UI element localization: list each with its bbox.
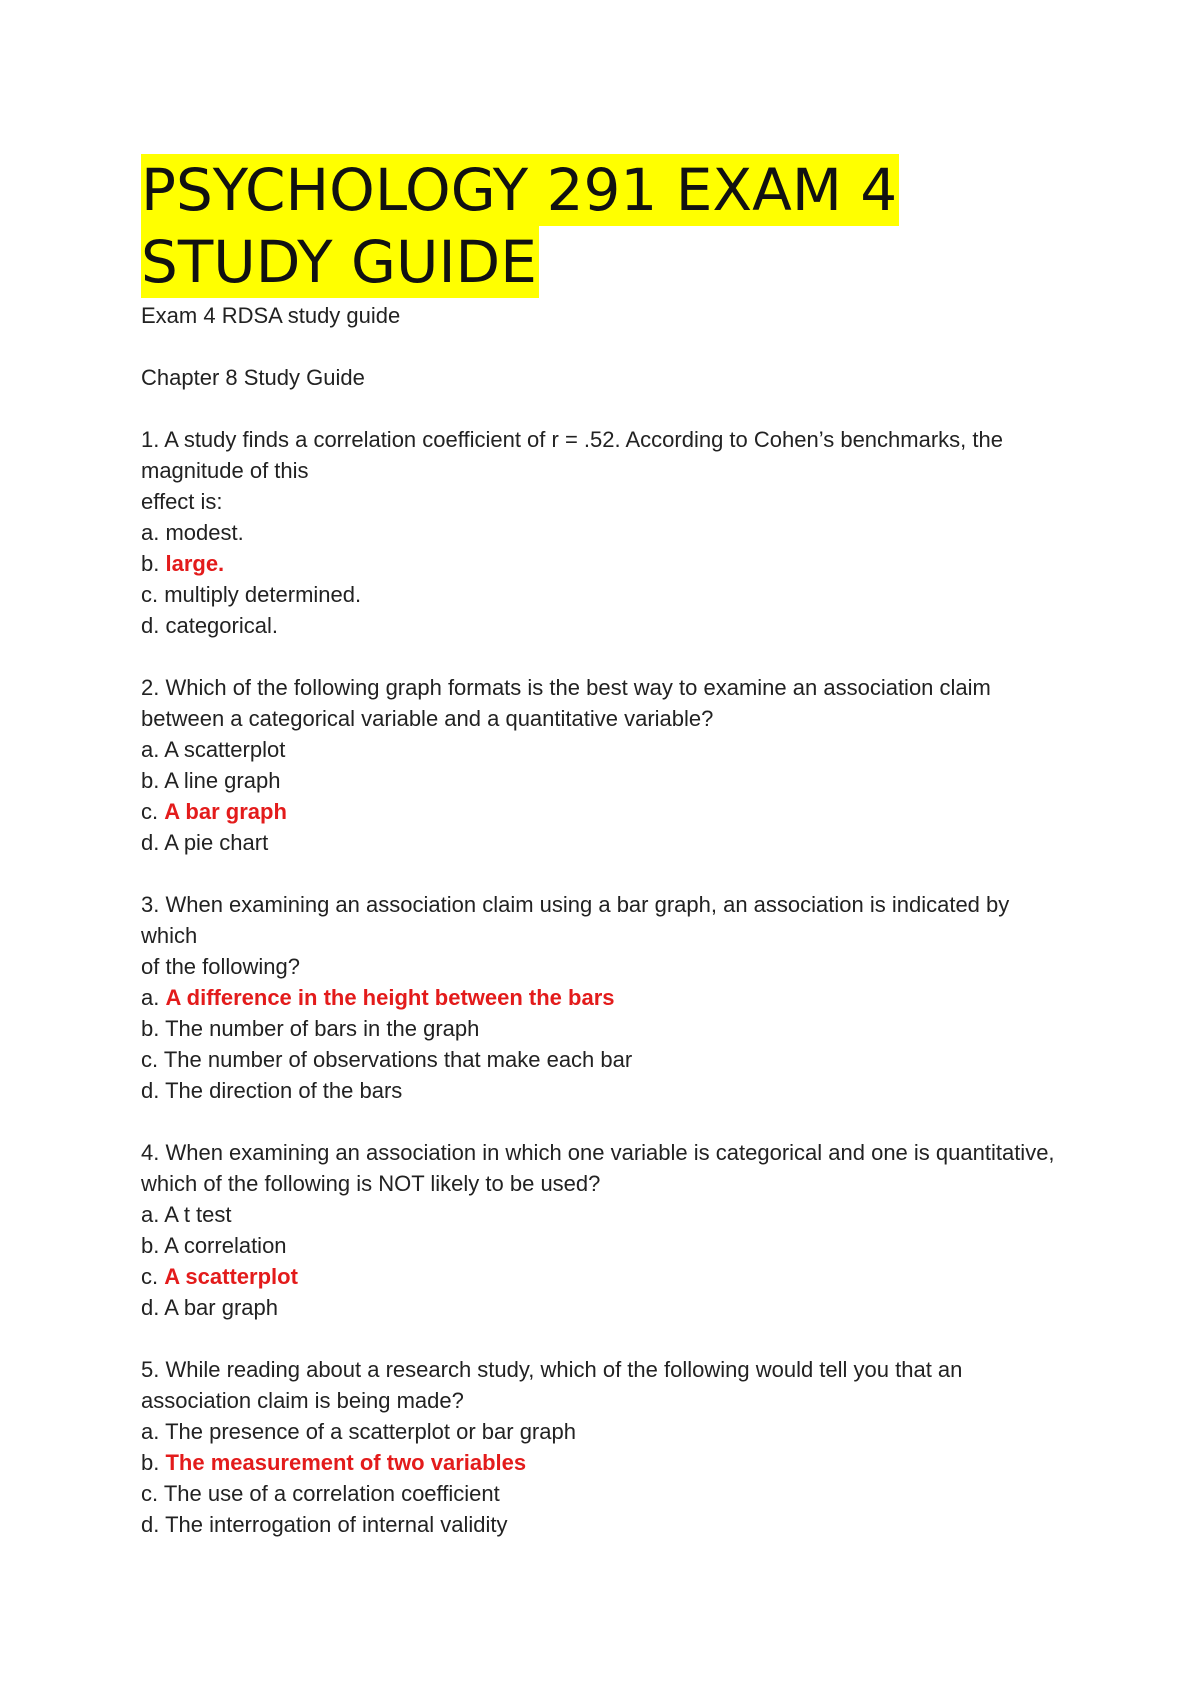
option-text: The interrogation of internal validity bbox=[165, 1512, 508, 1537]
title-line-2: STUDY GUIDE bbox=[141, 228, 537, 296]
option-prefix: a. bbox=[141, 985, 166, 1010]
option-prefix: d. bbox=[141, 1512, 166, 1537]
answer-option bbox=[141, 827, 1061, 858]
correct-answer-text: A bar graph bbox=[164, 799, 287, 824]
answer-option bbox=[141, 765, 1061, 796]
option-prefix: d. bbox=[141, 1295, 165, 1320]
document-subtitle: Exam 4 RDSA study guide bbox=[141, 303, 401, 328]
option-prefix: c. bbox=[141, 1481, 164, 1506]
question-5 bbox=[141, 1354, 1061, 1540]
answer-option bbox=[141, 1044, 1061, 1075]
answer-option-correct bbox=[141, 982, 1061, 1013]
option-text: The direction of the bars bbox=[165, 1078, 403, 1103]
question-text-line: 3. When examining an association claim using a bar graph, an association is indicated by which bbox=[141, 892, 1010, 948]
option-text: The use of a correlation coefficient bbox=[163, 1481, 500, 1506]
section-title: Chapter 8 Study Guide bbox=[141, 365, 365, 390]
answer-option bbox=[141, 1478, 1061, 1509]
option-prefix: b. bbox=[141, 1450, 166, 1475]
question-4 bbox=[141, 1137, 1061, 1323]
answer-option bbox=[141, 1416, 1061, 1447]
document-title bbox=[141, 154, 1061, 298]
answer-option-correct bbox=[141, 1261, 1061, 1292]
answer-option-correct bbox=[141, 1447, 1061, 1478]
correct-answer-text: The measurement of two variables bbox=[165, 1450, 527, 1475]
question-text-line: association claim is being made? bbox=[141, 1388, 464, 1413]
option-text: The number of bars in the graph bbox=[165, 1016, 480, 1041]
answer-option bbox=[141, 734, 1061, 765]
option-prefix: d. bbox=[141, 830, 165, 855]
question-text-line: which of the following is NOT likely to be used? bbox=[141, 1171, 601, 1196]
option-prefix: a. bbox=[141, 1202, 165, 1227]
option-prefix: c. bbox=[141, 582, 165, 607]
option-text: The number of observations that make each bar bbox=[163, 1047, 633, 1072]
option-text: modest. bbox=[165, 520, 244, 545]
option-text: A pie chart bbox=[164, 830, 269, 855]
answer-option bbox=[141, 1292, 1061, 1323]
question-text-line: 1. A study finds a correlation coefficient of r = .52. According to Cohen’s benchmarks, the bbox=[141, 427, 1003, 452]
correct-answer-text: A scatterplot bbox=[164, 1264, 298, 1289]
option-text: A correlation bbox=[164, 1233, 287, 1258]
option-text: categorical. bbox=[165, 613, 278, 638]
option-prefix: d. bbox=[141, 613, 166, 638]
question-text-line: 5. While reading about a research study, which of the following would tell you that an bbox=[141, 1357, 963, 1382]
option-text: A bar graph bbox=[164, 1295, 278, 1320]
option-prefix: b. bbox=[141, 1233, 165, 1258]
question-text-line: of the following? bbox=[141, 954, 300, 979]
option-text: The presence of a scatterplot or bar graph bbox=[165, 1419, 576, 1444]
question-text-line: effect is: bbox=[141, 489, 223, 514]
answer-option bbox=[141, 1013, 1061, 1044]
question-2 bbox=[141, 672, 1061, 858]
question-text-line: magnitude of this bbox=[141, 458, 309, 483]
title-line-1: PSYCHOLOGY 291 EXAM 4 bbox=[141, 156, 898, 224]
question-text-line: 2. Which of the following graph formats is the best way to examine an association claim bbox=[141, 675, 991, 700]
question-text-line: between a categorical variable and a quantitative variable? bbox=[141, 706, 714, 731]
question-3 bbox=[141, 889, 1061, 1106]
option-prefix: a. bbox=[141, 520, 166, 545]
option-prefix: c. bbox=[141, 1047, 164, 1072]
correct-answer-text: A difference in the height between the bars bbox=[165, 985, 615, 1010]
answer-option-correct bbox=[141, 548, 1061, 579]
answer-option bbox=[141, 1075, 1061, 1106]
option-prefix: a. bbox=[141, 737, 165, 762]
correct-answer-text: large. bbox=[165, 551, 225, 576]
question-text-line: 4. When examining an association in which one variable is categorical and one is quantitative, bbox=[141, 1140, 1055, 1165]
option-text: multiply determined. bbox=[164, 582, 362, 607]
answer-option bbox=[141, 610, 1061, 641]
option-prefix: b. bbox=[141, 768, 165, 793]
document-content bbox=[141, 154, 1061, 1540]
answer-option-correct bbox=[141, 796, 1061, 827]
option-text: A line graph bbox=[164, 768, 281, 793]
answer-option bbox=[141, 1230, 1061, 1261]
option-prefix: c. bbox=[141, 1264, 165, 1289]
option-prefix: b. bbox=[141, 551, 166, 576]
answer-option bbox=[141, 1199, 1061, 1230]
question-1 bbox=[141, 424, 1061, 641]
option-prefix: b. bbox=[141, 1016, 166, 1041]
option-prefix: c. bbox=[141, 799, 165, 824]
answer-option bbox=[141, 579, 1061, 610]
answer-option bbox=[141, 517, 1061, 548]
option-text: A scatterplot bbox=[164, 737, 286, 762]
option-prefix: d. bbox=[141, 1078, 166, 1103]
option-text: A t test bbox=[164, 1202, 232, 1227]
answer-option bbox=[141, 1509, 1061, 1540]
option-prefix: a. bbox=[141, 1419, 166, 1444]
